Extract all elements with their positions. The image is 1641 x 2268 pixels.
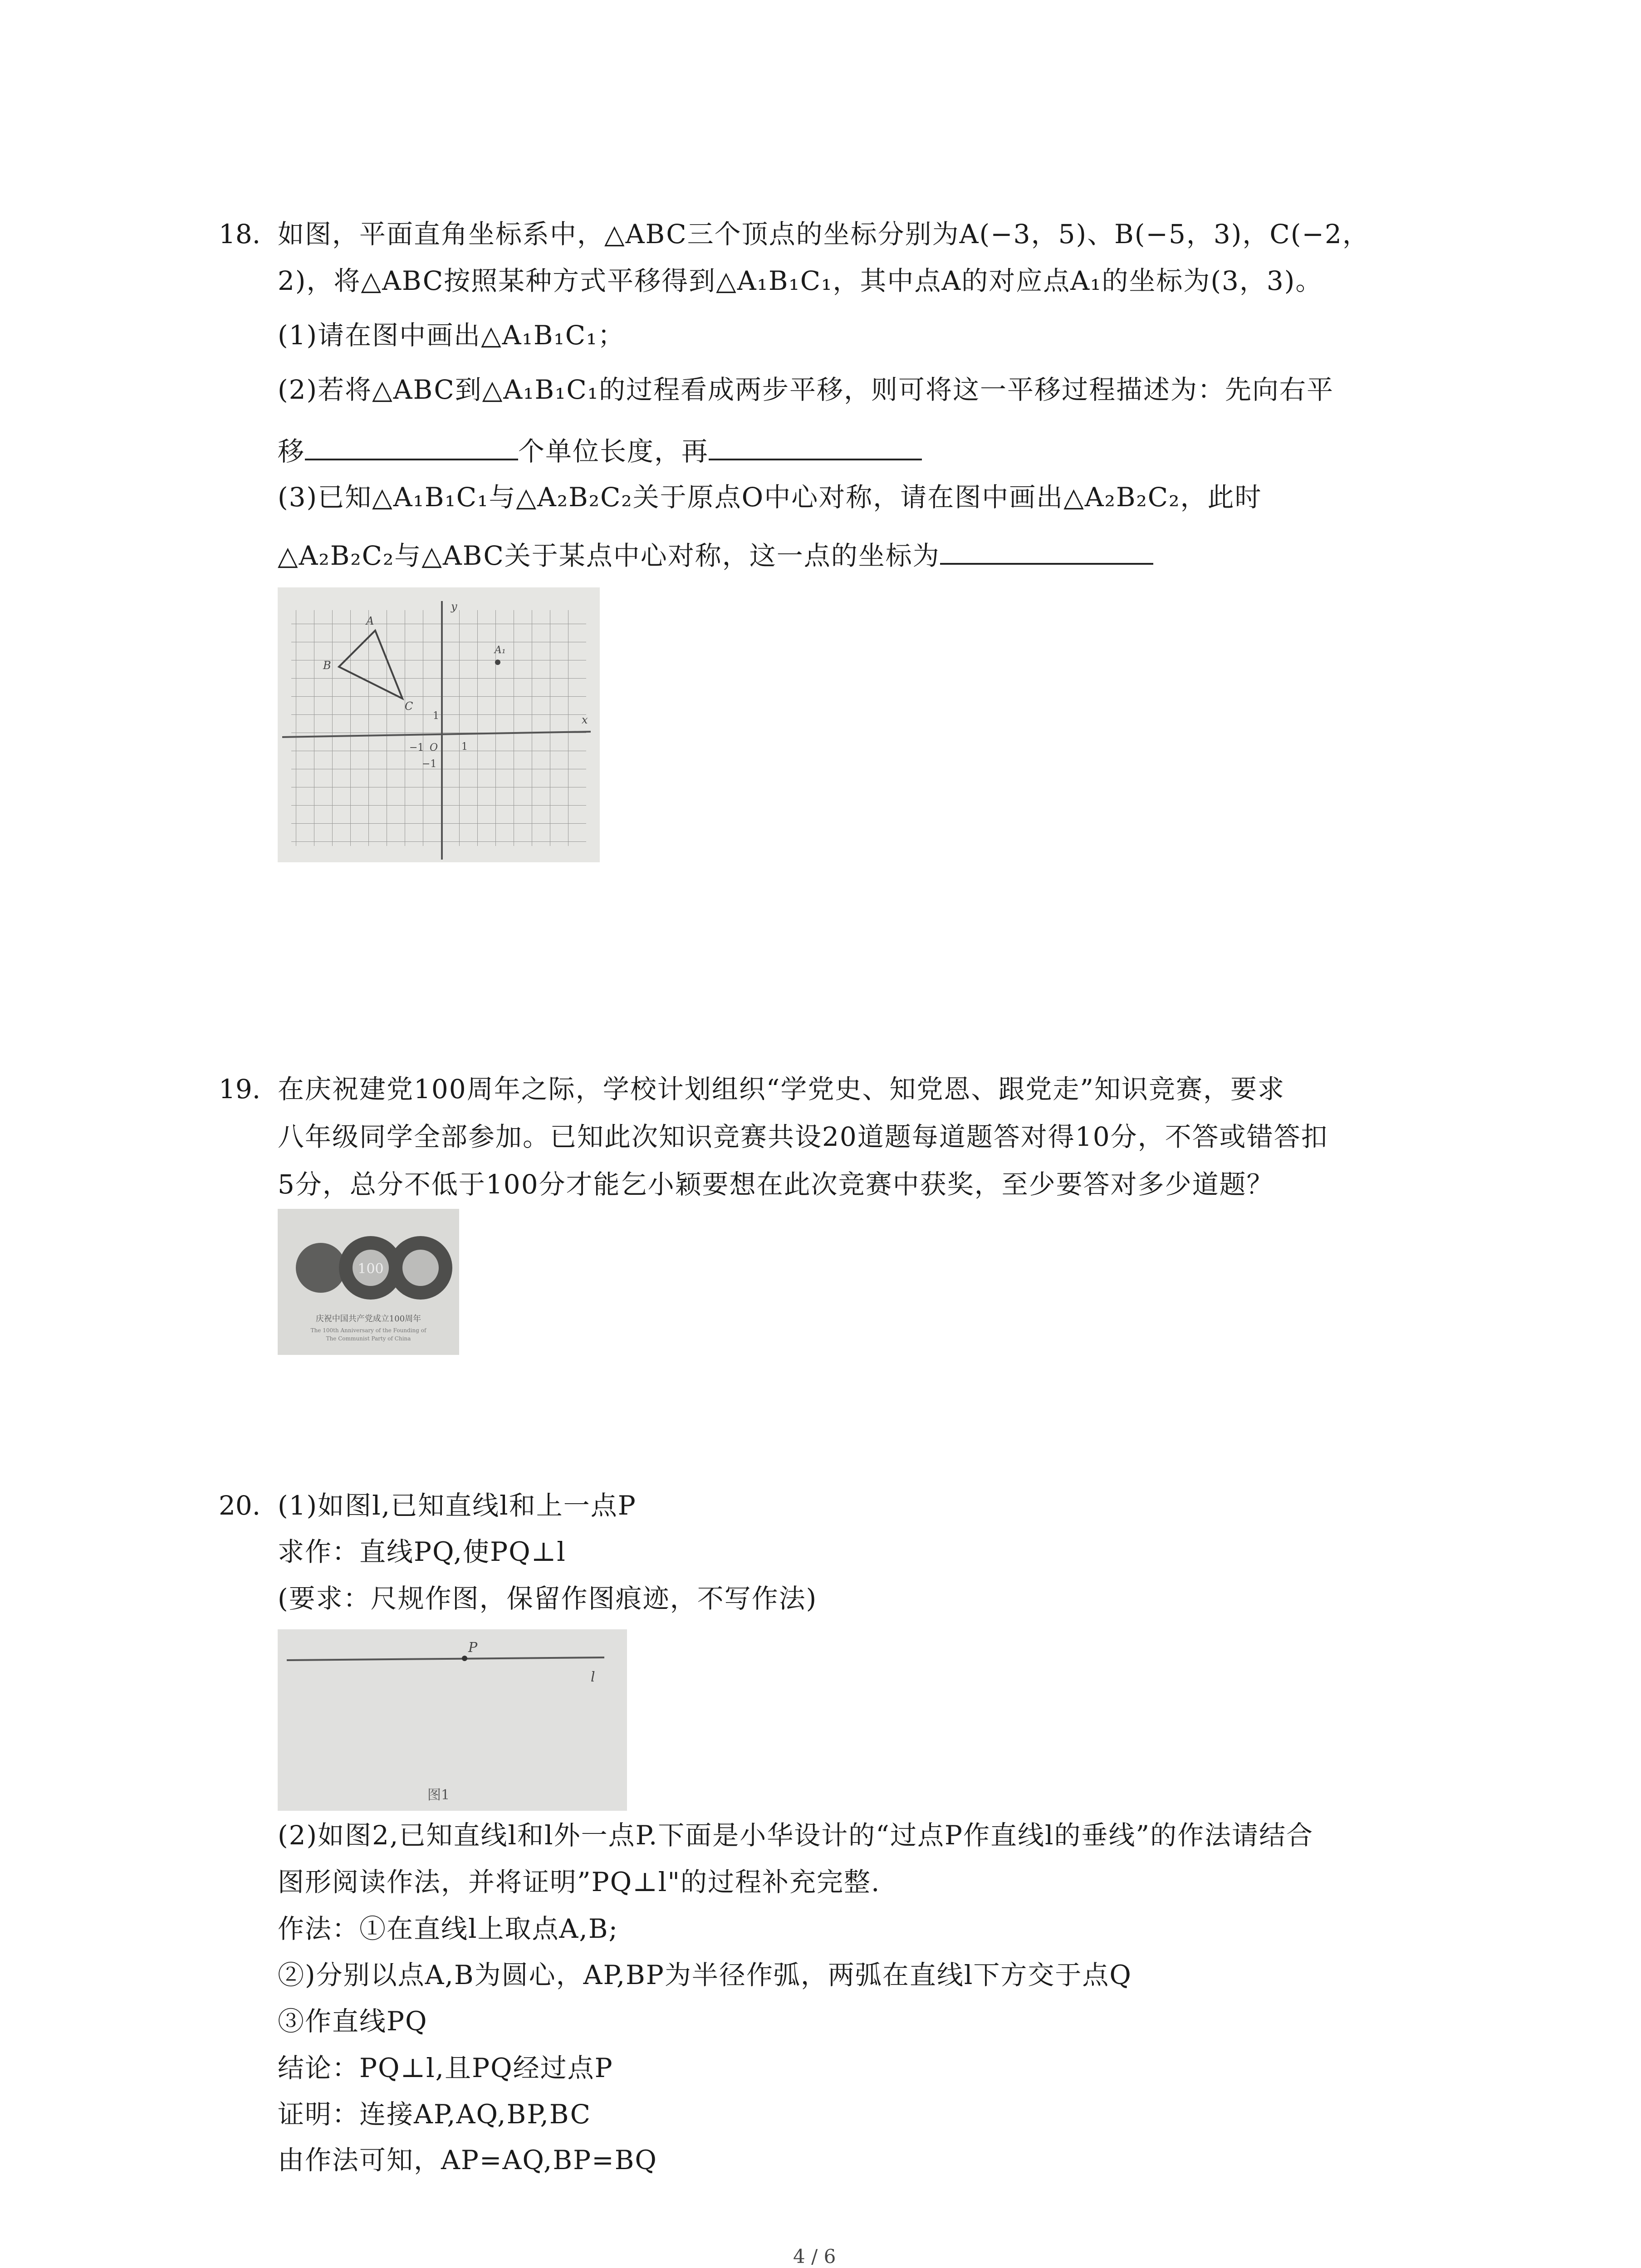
answer-blank-1[interactable] [305, 433, 518, 460]
page-number: 4 / 6 [793, 2245, 836, 2268]
logo-caption-en-2: The Communist Party of China [326, 1335, 411, 1342]
grid-cells [291, 610, 586, 846]
q20-step-3: ③作直线PQ [278, 2006, 428, 2037]
point-a1 [495, 660, 500, 665]
q20-line-3: (要求：尺规作图，保留作图痕迹，不写作法) [278, 1583, 818, 1614]
tick-y-neg1: −1 [422, 758, 437, 770]
y-axis-label: y [451, 600, 457, 613]
q18-line-5b: 个单位长度，再 [518, 436, 709, 467]
q20-proof-1: 证明：连接AP,AQ,BP,BC [278, 2099, 591, 2130]
question-18-number: 18. [219, 219, 261, 249]
q20-step-1: 作法：①在直线l上取点A,B; [278, 1913, 619, 1944]
q20-conclusion: 结论：PQ⊥l,且PQ经过点P [278, 2053, 613, 2083]
tick-x-1: 1 [461, 741, 468, 753]
coordinate-grid-svg [278, 587, 600, 862]
q19-line-3: 5分，总分不低于100分才能乞小颖要想在此次竞赛中获奖，至少要答对多少道题？ [278, 1169, 1274, 1200]
logo-number: 100 [358, 1261, 384, 1277]
logo-svg [278, 1209, 459, 1355]
q18-line-7 [278, 538, 1153, 572]
question-20-number: 20. [219, 1490, 261, 1521]
q20-figure-1 [278, 1629, 627, 1811]
logo-emblem-icon [296, 1243, 346, 1293]
figure-1-svg [278, 1629, 627, 1811]
tick-y-1: 1 [433, 710, 439, 722]
point-p [462, 1656, 467, 1661]
label-B: B [323, 659, 331, 672]
x-axis-label: x [582, 714, 588, 726]
label-l: l [591, 1669, 595, 1685]
q20-proof-2: 由作法可知，AP=AQ,BP=BQ [278, 2145, 657, 2175]
answer-blank-3[interactable] [940, 538, 1153, 565]
label-A1: A₁ [495, 645, 506, 656]
q18-line-5 [278, 433, 922, 468]
answer-blank-2[interactable] [709, 433, 922, 460]
q20-part-2: (2)如图2,已知直线l和l外一点P.下面是小华设计的“过点P作直线l的垂线”的作法请结合 [278, 1820, 1314, 1851]
q20-line-5: 图形阅读作法，并将证明”PQ⊥l"的过程补充完整. [278, 1867, 881, 1897]
q18-part-1: (1)请在图中画出△A₁B₁C₁； [278, 320, 625, 351]
q19-line-2: 八年级同学全部参加。已知此次知识竞赛共设20道题每道题答对得10分，不答或错答扣 [278, 1121, 1328, 1152]
q20-step-2: ②)分别以点A,B为圆心，AP,BP为半径作弧，两弧在直线l下方交于点Q [278, 1960, 1132, 1990]
label-C: C [405, 700, 413, 713]
logo-caption-cn: 庆祝中国共产党成立100周年 [315, 1314, 421, 1324]
q18-part-3: (3)已知△A₁B₁C₁与△A₂B₂C₂关于原点O中心对称，请在图中画出△A₂B₂C₂，此时 [278, 482, 1262, 513]
label-A: A [366, 615, 374, 627]
figure-1-caption: 图1 [427, 1787, 450, 1803]
q18-line-5a: 移 [278, 436, 305, 467]
q19-line-1: 在庆祝建党100周年之际，学校计划组织“学党史、知党恩、跟党走”知识竞赛，要求 [278, 1074, 1285, 1105]
q18-part-2: (2)若将△ABC到△A₁B₁C₁的过程看成两步平移，则可将这一平移过程描述为：先向右平 [278, 374, 1334, 405]
q18-line-7-text: △A₂B₂C₂与△ABC关于某点中心对称，这一点的坐标为 [278, 540, 940, 571]
logo-caption-en-1: The 100th Anniversary of the Founding of [310, 1327, 426, 1334]
origin-label: O [430, 742, 438, 753]
q20-line-2: 求作：直线PQ,使PQ⊥l [278, 1536, 566, 1567]
q18-line-2: 2)，将△ABC按照某种方式平移得到△A₁B₁C₁，其中点A的对应点A₁的坐标为(3，3)。 [278, 265, 1323, 296]
q18-line-1: 如图，平面直角坐标系中，△ABC三个顶点的坐标分别为A(−3，5)、B(−5，3)，C(−2， [278, 219, 1370, 249]
party-100th-anniversary-logo [278, 1209, 459, 1355]
q18-coordinate-figure [278, 587, 600, 862]
question-19-number: 19. [219, 1074, 261, 1105]
tick-x-neg1: −1 [409, 742, 424, 753]
q20-part-1: (1)如图l,已知直线l和上一点P [278, 1490, 637, 1521]
label-P: P [468, 1640, 478, 1656]
line-l [287, 1657, 604, 1660]
